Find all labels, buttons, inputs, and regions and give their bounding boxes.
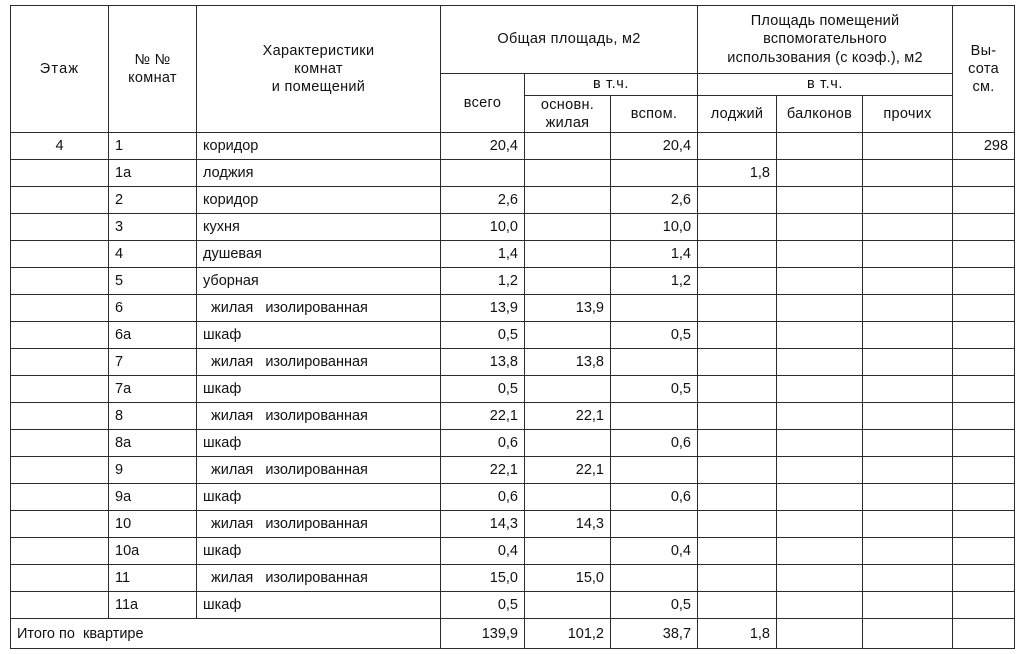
cell-main-living: 22,1: [525, 457, 611, 484]
cell-balconies: [777, 268, 863, 295]
cell-room-no: 2: [109, 187, 197, 214]
cell-room-no: 7: [109, 349, 197, 376]
header-auxiliary-area-line2: вспомогательного: [763, 31, 887, 48]
cell-other: [863, 133, 953, 160]
cell-main-living: 14,3: [525, 511, 611, 538]
cell-balconies: [777, 214, 863, 241]
header-room-numbers-line1: № №: [134, 52, 171, 68]
table-row: [11, 295, 1015, 322]
cell-total: 1,4: [441, 241, 525, 268]
cell-description: жилая изолированная: [197, 349, 441, 376]
cell-other: [863, 538, 953, 565]
cell-room-no: 8а: [109, 430, 197, 457]
cell-loggias: [698, 592, 777, 619]
cell-balconies: [777, 349, 863, 376]
cell-description: кухня: [197, 214, 441, 241]
cell-auxiliary: [611, 160, 698, 187]
cell-floor: [11, 376, 109, 403]
cell-auxiliary: 0,5: [611, 376, 698, 403]
cell-floor: [11, 511, 109, 538]
header-row-1: [11, 6, 1015, 74]
table-row: [11, 349, 1015, 376]
header-main-living-line2: жилая: [545, 115, 590, 132]
header-characteristics: [197, 6, 441, 133]
table-header: [11, 6, 1015, 133]
table-row: [11, 538, 1015, 565]
header-auxiliary-area-line3: использования (с коэф.), м2: [727, 49, 923, 66]
cell-auxiliary: [611, 565, 698, 592]
cell-height: 298: [953, 133, 1015, 160]
table-body: [11, 133, 1015, 649]
header-auxiliary-area-line1: Площадь помещений: [750, 13, 900, 30]
cell-height: [953, 538, 1015, 565]
cell-main-living: [525, 268, 611, 295]
cell-room-no: 9а: [109, 484, 197, 511]
cell-room-no: 11: [109, 565, 197, 592]
cell-total: 0,6: [441, 484, 525, 511]
cell-auxiliary: 2,6: [611, 187, 698, 214]
cell-height: [953, 457, 1015, 484]
cell-loggias: 1,8: [698, 160, 777, 187]
cell-description: коридор: [197, 133, 441, 160]
cell-room-no: 9: [109, 457, 197, 484]
cell-floor: [11, 214, 109, 241]
total-cell-main-living: 101,2: [525, 619, 611, 649]
cell-main-living: [525, 214, 611, 241]
cell-floor: [11, 565, 109, 592]
cell-auxiliary: 0,6: [611, 484, 698, 511]
cell-room-no: 6: [109, 295, 197, 322]
cell-main-living: [525, 187, 611, 214]
cell-height: [953, 295, 1015, 322]
total-cell-balconies: [777, 619, 863, 649]
table-row: [11, 241, 1015, 268]
cell-main-living: [525, 241, 611, 268]
total-cell-total: 139,9: [441, 619, 525, 649]
cell-auxiliary: [611, 511, 698, 538]
cell-description: шкаф: [197, 376, 441, 403]
cell-total: 10,0: [441, 214, 525, 241]
cell-description: жилая изолированная: [197, 403, 441, 430]
cell-balconies: [777, 511, 863, 538]
cell-room-no: 11а: [109, 592, 197, 619]
header-total-area: Общая площадь, м2: [441, 6, 698, 74]
cell-balconies: [777, 322, 863, 349]
cell-floor: [11, 538, 109, 565]
table-row: [11, 160, 1015, 187]
header-room-numbers: [109, 6, 197, 133]
cell-height: [953, 565, 1015, 592]
cell-loggias: [698, 511, 777, 538]
header-height: [953, 6, 1015, 133]
cell-floor: [11, 403, 109, 430]
cell-main-living: 13,9: [525, 295, 611, 322]
cell-auxiliary: 10,0: [611, 214, 698, 241]
cell-description: жилая изолированная: [197, 511, 441, 538]
header-floor: Этаж: [11, 6, 109, 133]
table-row: [11, 214, 1015, 241]
cell-floor: [11, 295, 109, 322]
cell-loggias: [698, 484, 777, 511]
cell-floor: 4: [11, 133, 109, 160]
table-row: [11, 268, 1015, 295]
cell-loggias: [698, 349, 777, 376]
cell-height: [953, 160, 1015, 187]
cell-total: 0,5: [441, 592, 525, 619]
total-label: Итого по квартире: [11, 619, 441, 649]
cell-other: [863, 565, 953, 592]
cell-other: [863, 484, 953, 511]
cell-description: шкаф: [197, 484, 441, 511]
header-height-line1: Вы-: [970, 42, 997, 59]
cell-floor: [11, 241, 109, 268]
cell-other: [863, 187, 953, 214]
cell-room-no: 6а: [109, 322, 197, 349]
cell-height: [953, 592, 1015, 619]
cell-loggias: [698, 241, 777, 268]
cell-balconies: [777, 295, 863, 322]
cell-description: жилая изолированная: [197, 565, 441, 592]
header-other: прочих: [863, 96, 953, 133]
cell-floor: [11, 160, 109, 187]
header-room-numbers-line2: комнат: [128, 70, 177, 87]
header-characteristics-line3: и помещений: [271, 79, 366, 96]
cell-auxiliary: 0,4: [611, 538, 698, 565]
cell-description: коридор: [197, 187, 441, 214]
cell-loggias: [698, 295, 777, 322]
cell-total: [441, 160, 525, 187]
cell-other: [863, 214, 953, 241]
header-height-line3: см.: [972, 79, 995, 96]
cell-other: [863, 241, 953, 268]
cell-loggias: [698, 376, 777, 403]
header-main-living: [525, 96, 611, 133]
cell-description: жилая изолированная: [197, 457, 441, 484]
cell-description: жилая изолированная: [197, 295, 441, 322]
table-total-row: [11, 619, 1015, 649]
cell-other: [863, 322, 953, 349]
cell-room-no: 10: [109, 511, 197, 538]
cell-description: шкаф: [197, 430, 441, 457]
cell-auxiliary: 0,5: [611, 322, 698, 349]
cell-total: 0,5: [441, 376, 525, 403]
cell-loggias: [698, 565, 777, 592]
cell-balconies: [777, 241, 863, 268]
cell-loggias: [698, 457, 777, 484]
cell-other: [863, 457, 953, 484]
cell-other: [863, 376, 953, 403]
cell-main-living: [525, 484, 611, 511]
cell-total: 2,6: [441, 187, 525, 214]
cell-room-no: 5: [109, 268, 197, 295]
cell-total: 0,6: [441, 430, 525, 457]
cell-balconies: [777, 133, 863, 160]
table-row: [11, 592, 1015, 619]
cell-room-no: 10а: [109, 538, 197, 565]
apartment-area-table: [10, 5, 1015, 649]
header-auxiliary: вспом.: [611, 96, 698, 133]
cell-floor: [11, 268, 109, 295]
cell-auxiliary: 1,2: [611, 268, 698, 295]
header-main-living-line1: основн.: [540, 97, 595, 113]
cell-balconies: [777, 484, 863, 511]
cell-floor: [11, 349, 109, 376]
cell-floor: [11, 484, 109, 511]
cell-height: [953, 241, 1015, 268]
cell-floor: [11, 430, 109, 457]
total-cell-height: [953, 619, 1015, 649]
cell-room-no: 1: [109, 133, 197, 160]
cell-description: шкаф: [197, 322, 441, 349]
table-row: [11, 376, 1015, 403]
cell-loggias: [698, 403, 777, 430]
table-row: [11, 511, 1015, 538]
total-cell-loggias: 1,8: [698, 619, 777, 649]
table-row: [11, 133, 1015, 160]
table-row: [11, 187, 1015, 214]
cell-room-no: 8: [109, 403, 197, 430]
table-row: [11, 322, 1015, 349]
cell-total: 22,1: [441, 457, 525, 484]
cell-other: [863, 592, 953, 619]
header-auxiliary-area: [698, 6, 953, 74]
cell-balconies: [777, 160, 863, 187]
cell-height: [953, 349, 1015, 376]
cell-auxiliary: 1,4: [611, 241, 698, 268]
cell-total: 0,5: [441, 322, 525, 349]
header-loggias: лоджий: [698, 96, 777, 133]
cell-other: [863, 160, 953, 187]
cell-main-living: [525, 430, 611, 457]
cell-total: 14,3: [441, 511, 525, 538]
cell-balconies: [777, 538, 863, 565]
cell-balconies: [777, 376, 863, 403]
cell-height: [953, 376, 1015, 403]
cell-total: 22,1: [441, 403, 525, 430]
header-height-line2: сота: [968, 61, 999, 78]
cell-height: [953, 322, 1015, 349]
cell-balconies: [777, 430, 863, 457]
total-cell-other: [863, 619, 953, 649]
cell-height: [953, 187, 1015, 214]
cell-other: [863, 403, 953, 430]
cell-room-no: 1а: [109, 160, 197, 187]
cell-loggias: [698, 538, 777, 565]
cell-other: [863, 511, 953, 538]
cell-loggias: [698, 187, 777, 214]
cell-auxiliary: 0,5: [611, 592, 698, 619]
cell-floor: [11, 187, 109, 214]
cell-total: 0,4: [441, 538, 525, 565]
cell-loggias: [698, 430, 777, 457]
cell-auxiliary: [611, 457, 698, 484]
cell-balconies: [777, 187, 863, 214]
cell-total: 13,9: [441, 295, 525, 322]
table-row: [11, 565, 1015, 592]
cell-auxiliary: 0,6: [611, 430, 698, 457]
cell-floor: [11, 322, 109, 349]
header-balconies: балконов: [777, 96, 863, 133]
cell-total: 1,2: [441, 268, 525, 295]
cell-loggias: [698, 268, 777, 295]
cell-other: [863, 268, 953, 295]
cell-height: [953, 268, 1015, 295]
cell-description: шкаф: [197, 538, 441, 565]
cell-description: душевая: [197, 241, 441, 268]
cell-main-living: [525, 133, 611, 160]
cell-description: уборная: [197, 268, 441, 295]
table-row: [11, 403, 1015, 430]
cell-auxiliary: [611, 295, 698, 322]
cell-total: 15,0: [441, 565, 525, 592]
cell-auxiliary: [611, 403, 698, 430]
cell-height: [953, 214, 1015, 241]
cell-height: [953, 430, 1015, 457]
table-row: [11, 430, 1015, 457]
cell-main-living: 13,8: [525, 349, 611, 376]
cell-balconies: [777, 565, 863, 592]
cell-other: [863, 349, 953, 376]
cell-description: шкаф: [197, 592, 441, 619]
cell-loggias: [698, 133, 777, 160]
header-characteristics-line2: комнат: [294, 61, 343, 78]
cell-auxiliary: 20,4: [611, 133, 698, 160]
cell-height: [953, 484, 1015, 511]
cell-main-living: [525, 322, 611, 349]
cell-other: [863, 295, 953, 322]
cell-balconies: [777, 592, 863, 619]
table-row: [11, 484, 1015, 511]
cell-main-living: [525, 538, 611, 565]
cell-floor: [11, 457, 109, 484]
cell-auxiliary: [611, 349, 698, 376]
cell-balconies: [777, 457, 863, 484]
cell-total: 13,8: [441, 349, 525, 376]
cell-main-living: [525, 376, 611, 403]
cell-balconies: [777, 403, 863, 430]
cell-height: [953, 511, 1015, 538]
cell-main-living: [525, 592, 611, 619]
cell-room-no: 3: [109, 214, 197, 241]
cell-room-no: 7а: [109, 376, 197, 403]
cell-height: [953, 403, 1015, 430]
total-cell-auxiliary: 38,7: [611, 619, 698, 649]
header-including-total: в т.ч.: [525, 74, 698, 96]
cell-main-living: 22,1: [525, 403, 611, 430]
cell-floor: [11, 592, 109, 619]
cell-room-no: 4: [109, 241, 197, 268]
cell-other: [863, 430, 953, 457]
cell-loggias: [698, 322, 777, 349]
cell-main-living: [525, 160, 611, 187]
cell-main-living: 15,0: [525, 565, 611, 592]
header-including-auxiliary: в т.ч.: [698, 74, 953, 96]
header-characteristics-line1: Характеристики: [262, 42, 375, 59]
cell-description: лоджия: [197, 160, 441, 187]
header-total-all: всего: [441, 74, 525, 133]
table-row: [11, 457, 1015, 484]
cell-loggias: [698, 214, 777, 241]
cell-total: 20,4: [441, 133, 525, 160]
